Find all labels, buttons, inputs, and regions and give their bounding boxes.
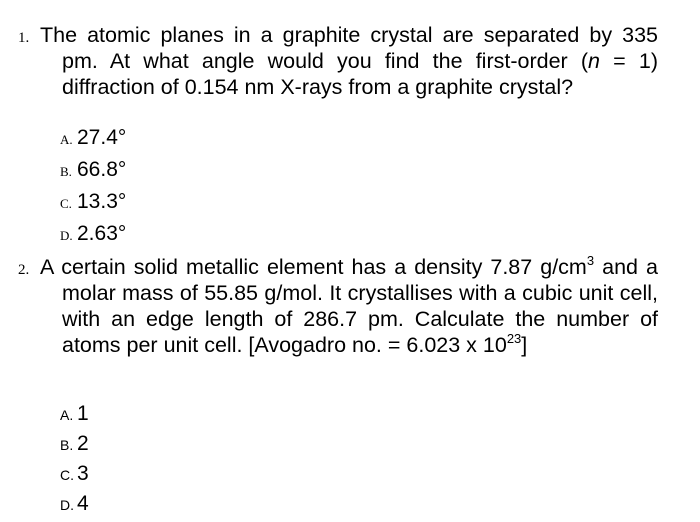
answer-options (60, 126, 126, 254)
option-letter: B. (60, 437, 74, 453)
option-a[interactable] (60, 126, 126, 158)
option-letter: A. (60, 407, 74, 423)
variable-n: n (588, 49, 600, 73)
option-c[interactable] (60, 462, 89, 492)
question-number: 2. (18, 262, 30, 278)
option-letter: B. (60, 164, 72, 179)
question-text-part: ] (521, 333, 528, 357)
option-letter: C. (60, 196, 72, 211)
superscript: 3 (586, 253, 595, 268)
option-a[interactable] (60, 402, 89, 432)
option-value: 4 (77, 492, 89, 515)
question-text (40, 22, 658, 100)
question-text-part: The atomic planes in a graphite crystal are separated by 335 pm. At what angle would you find the first-order ( (40, 23, 658, 73)
question-number: 1. (18, 30, 30, 46)
option-c[interactable] (60, 190, 126, 222)
option-b[interactable] (60, 158, 126, 190)
option-value: 13.3° (77, 190, 127, 213)
option-value: 2.63° (77, 222, 127, 245)
option-letter: D. (60, 497, 74, 513)
option-b[interactable] (60, 432, 89, 462)
question-text (40, 253, 658, 358)
question-1 (18, 22, 658, 245)
question-text-part: A certain solid metallic element has a density 7.87 g/cm (40, 255, 587, 279)
option-letter: D. (60, 228, 73, 243)
option-value: 3 (77, 462, 89, 485)
option-value: 1 (77, 402, 89, 425)
answer-options (60, 402, 89, 522)
option-value: 66.8° (77, 158, 127, 181)
question-text-part: and a molar mass of 55.85 g/mol. It crystallises with a cubic unit cell, with an edge length of 286.7 pm. Calculate the number of atoms per unit cell. [Avogadro no. = 6.023 x 10 (62, 255, 658, 357)
option-letter: C. (60, 467, 74, 483)
option-value: 27.4° (77, 126, 127, 149)
option-letter: A. (60, 132, 73, 147)
option-d[interactable] (60, 222, 126, 254)
question-2 (18, 253, 658, 515)
question-text-part: = 1) diffraction of 0.154 nm X-rays from a graphite crystal? (62, 49, 658, 99)
option-value: 2 (77, 432, 89, 455)
superscript: 23 (506, 331, 522, 346)
